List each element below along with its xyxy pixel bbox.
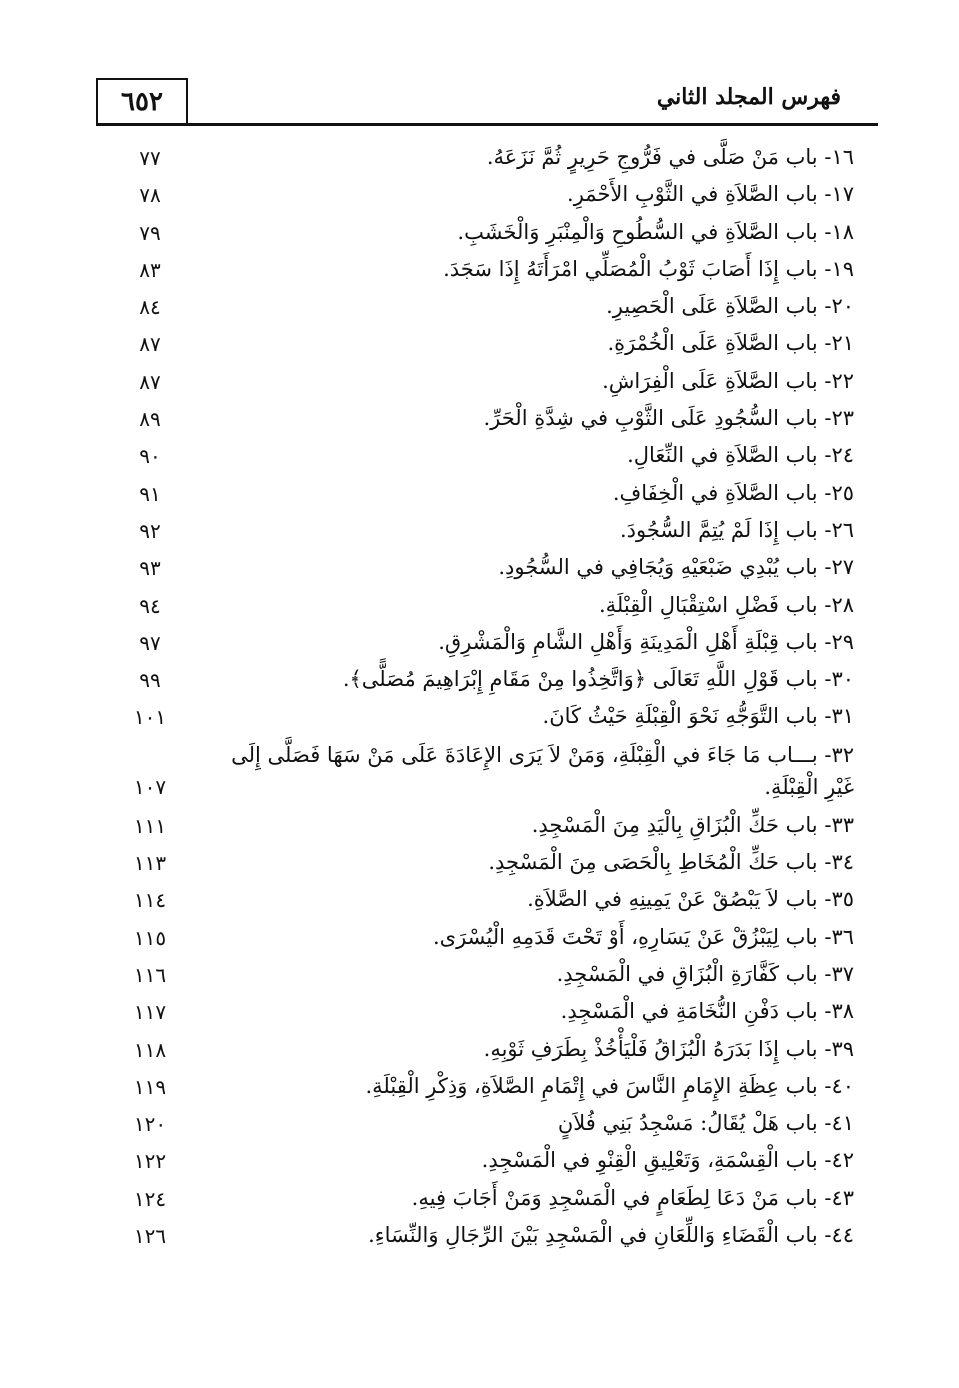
index-entry xyxy=(0,1179,959,1216)
entry-page-number: ٩٧ xyxy=(139,630,161,655)
entry-page-number: ٧٧ xyxy=(139,146,161,170)
entry-page-number: ١٠١ xyxy=(133,705,167,730)
entry-title: ٤١- باب هَلْ يُقَالُ: مَسْجِدُ بَنِي فُلاَنٍ xyxy=(557,1111,854,1136)
index-entry xyxy=(0,362,959,399)
entry-title: ٢٦- باب إِذَا لَمْ يُتِمَّ السُّجُودَ. xyxy=(620,517,854,542)
entry-page-number: ٨٧ xyxy=(139,332,161,357)
index-entry xyxy=(0,955,959,992)
entry-page-number: ١١٨ xyxy=(133,1037,167,1062)
page-header xyxy=(0,0,959,130)
entry-page-number: ٨٩ xyxy=(139,407,161,432)
entry-page-number: ٩١ xyxy=(139,481,161,506)
entry-page-number: ١١٤ xyxy=(133,888,167,913)
index-entry xyxy=(0,175,959,212)
index-entry xyxy=(0,250,959,287)
entry-page-number: ١٢٤ xyxy=(133,1186,167,1211)
entry-title: ٢٢- باب الصَّلاَةِ عَلَى الْفِرَاشِ. xyxy=(602,368,854,393)
index-entry xyxy=(0,880,959,917)
index-entry xyxy=(0,511,959,548)
entry-title: ٤٢- باب الْقِسْمَةِ، وَتَعْلِيقِ الْقِنْوِ في الْمَسْجِدِ. xyxy=(481,1148,854,1173)
entry-title: ٣٣- باب حَكِّ الْبُزَاقِ بِالْيَدِ مِنَ الْمَسْجِدِ. xyxy=(531,812,854,837)
entry-title: ٣١- باب التَّوَجُّهِ نَحْوَ الْقِبْلَةِ حَيْثُ كَانَ. xyxy=(542,704,854,729)
entry-page-number: ٩٢ xyxy=(139,518,161,543)
index-list xyxy=(0,138,959,1253)
running-title: فهرس المجلد الثاني xyxy=(656,84,841,110)
entry-page-number: ٨٧ xyxy=(139,369,161,394)
page-number-box xyxy=(96,78,188,124)
entry-page-number: ١٢٠ xyxy=(133,1112,167,1137)
entry-title: ٢٩- باب قِبْلَةِ أَهْلِ الْمَدِينَةِ وَأَهْلِ الشَّامِ وَالْمَشْرِقِ. xyxy=(438,629,854,654)
entry-title: ١٩- باب إِذَا أَصَابَ ثَوْبُ الْمُصَلِّي امْرَأَتَهُ إِذَا سَجَدَ. xyxy=(443,256,854,281)
entry-page-number: ١١٩ xyxy=(133,1074,167,1099)
entry-title: ٢١- باب الصَّلاَةِ عَلَى الْخُمْرَةِ. xyxy=(607,331,854,356)
entry-title: ٣٠- باب قَوْلِ اللَّهِ تَعَالَى ﴿وَاتَّخِذُوا مِنْ مَقَامِ إِبْرَاهِيمَ مُصَلًّى﴾. xyxy=(342,667,854,692)
entry-title: ٣٩- باب إِذَا بَدَرَهُ الْبُزَاقُ فَلْيَأْخُذْ بِطَرَفِ ثَوْبِهِ. xyxy=(483,1036,854,1061)
index-entry xyxy=(0,399,959,436)
entry-title: ٣٤- باب حَكِّ الْمُخَاطِ بِالْحَصَى مِنَ الْمَسْجِدِ. xyxy=(488,850,854,875)
entry-title: ٣٧- باب كَفَّارَةِ الْبُزَاقِ في الْمَسْجِدِ. xyxy=(556,961,854,986)
entry-page-number: ١١١ xyxy=(133,813,167,838)
entry-page-number: ١١٧ xyxy=(133,1000,167,1025)
entry-title: ٤٤- باب الْقَضَاءِ وَاللِّعَانِ في الْمَسْجِدِ بَيْنَ الرِّجَالِ وَالنِّسَاءِ. xyxy=(368,1223,854,1248)
index-entry xyxy=(0,474,959,511)
index-entry xyxy=(0,287,959,324)
entry-page-number: ٨٣ xyxy=(139,257,161,282)
entry-title: ٤٠- باب عِظَةِ الإِمَامِ النَّاسَ في إِتْمَامِ الصَّلاَةِ، وَذِكْرِ الْقِبْلَةِ. xyxy=(365,1073,854,1098)
entry-page-number: ٩٤ xyxy=(139,593,161,618)
entry-page-number: ١٢٢ xyxy=(133,1149,167,1174)
index-entry xyxy=(0,1216,959,1253)
index-entry xyxy=(0,735,959,806)
entry-page-number: ١١٣ xyxy=(133,851,167,876)
index-entry xyxy=(0,843,959,880)
entry-page-number: ٩٩ xyxy=(139,668,161,693)
page-number: ٦٥٢ xyxy=(121,87,163,117)
entry-page-number: ١٠٧ xyxy=(133,774,167,799)
entry-title: ٢٥- باب الصَّلاَةِ في الْخِفَافِ. xyxy=(612,480,854,505)
entry-page-number: ١١٥ xyxy=(133,925,167,950)
entry-title: ١٨- باب الصَّلاَةِ في السُّطُوحِ وَالْمِنْبَرِ وَالْخَشَبِ. xyxy=(457,219,854,244)
entry-title: ١٦- باب مَنْ صَلَّى في فَرُّوجِ حَرِيرٍ ثُمَّ نَزَعَهُ. xyxy=(486,145,854,169)
entry-title: ٣٢- بـــاب مَا جَاءَ في الْقِبْلَةِ، وَمَنْ لاَ يَرَى الإِعَادَةَ عَلَى مَنْ سَهَا فَصَلَّى إِلَى غَيْرِ الْقِبْلَةِ. xyxy=(231,742,854,799)
entry-title: ٢٠- باب الصَّلاَةِ عَلَى الْحَصِيرِ. xyxy=(606,294,854,319)
header-rule xyxy=(96,123,878,126)
entry-title: ١٧- باب الصَّلاَةِ في الثَّوْبِ الأَحْمَرِ. xyxy=(567,182,854,207)
index-entry xyxy=(0,697,959,734)
index-entry xyxy=(0,992,959,1029)
index-entry xyxy=(0,436,959,473)
index-entry xyxy=(0,806,959,843)
index-entry xyxy=(0,586,959,623)
index-entry xyxy=(0,918,959,955)
entry-page-number: ٩٣ xyxy=(139,556,161,581)
index-entry xyxy=(0,324,959,361)
index-entry xyxy=(0,1067,959,1104)
entry-page-number: ٩٠ xyxy=(139,444,161,469)
entry-title: ٣٥- باب لاَ يَبْصُقْ عَنْ يَمِينِهِ في الصَّلاَةِ. xyxy=(527,887,854,912)
index-entry xyxy=(0,213,959,250)
index-entry xyxy=(0,1104,959,1141)
index-entry xyxy=(0,623,959,660)
entry-page-number: ١٢٦ xyxy=(133,1224,167,1249)
index-entry xyxy=(0,548,959,585)
entry-title: ٣٦- باب لِيَبْزُقْ عَنْ يَسَارِهِ، أَوْ تَحْتَ قَدَمِهِ الْيُسْرَى. xyxy=(432,924,854,949)
entry-title: ٢٤- باب الصَّلاَةِ في النِّعَالِ. xyxy=(627,443,854,468)
index-entry xyxy=(0,1141,959,1178)
entry-page-number: ٧٩ xyxy=(139,220,161,245)
entry-page-number: ١١٦ xyxy=(133,962,167,987)
entry-title: ٢٧- باب يُبْدِي ضَبْعَيْهِ وَيُجَافِي في السُّجُودِ. xyxy=(498,555,854,580)
entry-page-number: ٧٨ xyxy=(139,183,161,208)
entry-title: ٢٨- باب فَضْلِ اسْتِقْبَالِ الْقِبْلَةِ. xyxy=(599,592,854,617)
entry-title: ٣٨- باب دَفْنِ النُّخَامَةِ في الْمَسْجِدِ. xyxy=(560,999,854,1024)
entry-title: ٤٣- باب مَنْ دَعَا لِطَعَامٍ في الْمَسْجِدِ وَمَنْ أَجَابَ فِيهِ. xyxy=(411,1185,854,1210)
entry-page-number: ٨٤ xyxy=(139,295,161,320)
index-entry xyxy=(0,138,959,175)
index-entry xyxy=(0,660,959,697)
index-entry xyxy=(0,1030,959,1067)
entry-title: ٢٣- باب السُّجُودِ عَلَى الثَّوْبِ في شِدَّةِ الْحَرِّ. xyxy=(483,406,854,431)
